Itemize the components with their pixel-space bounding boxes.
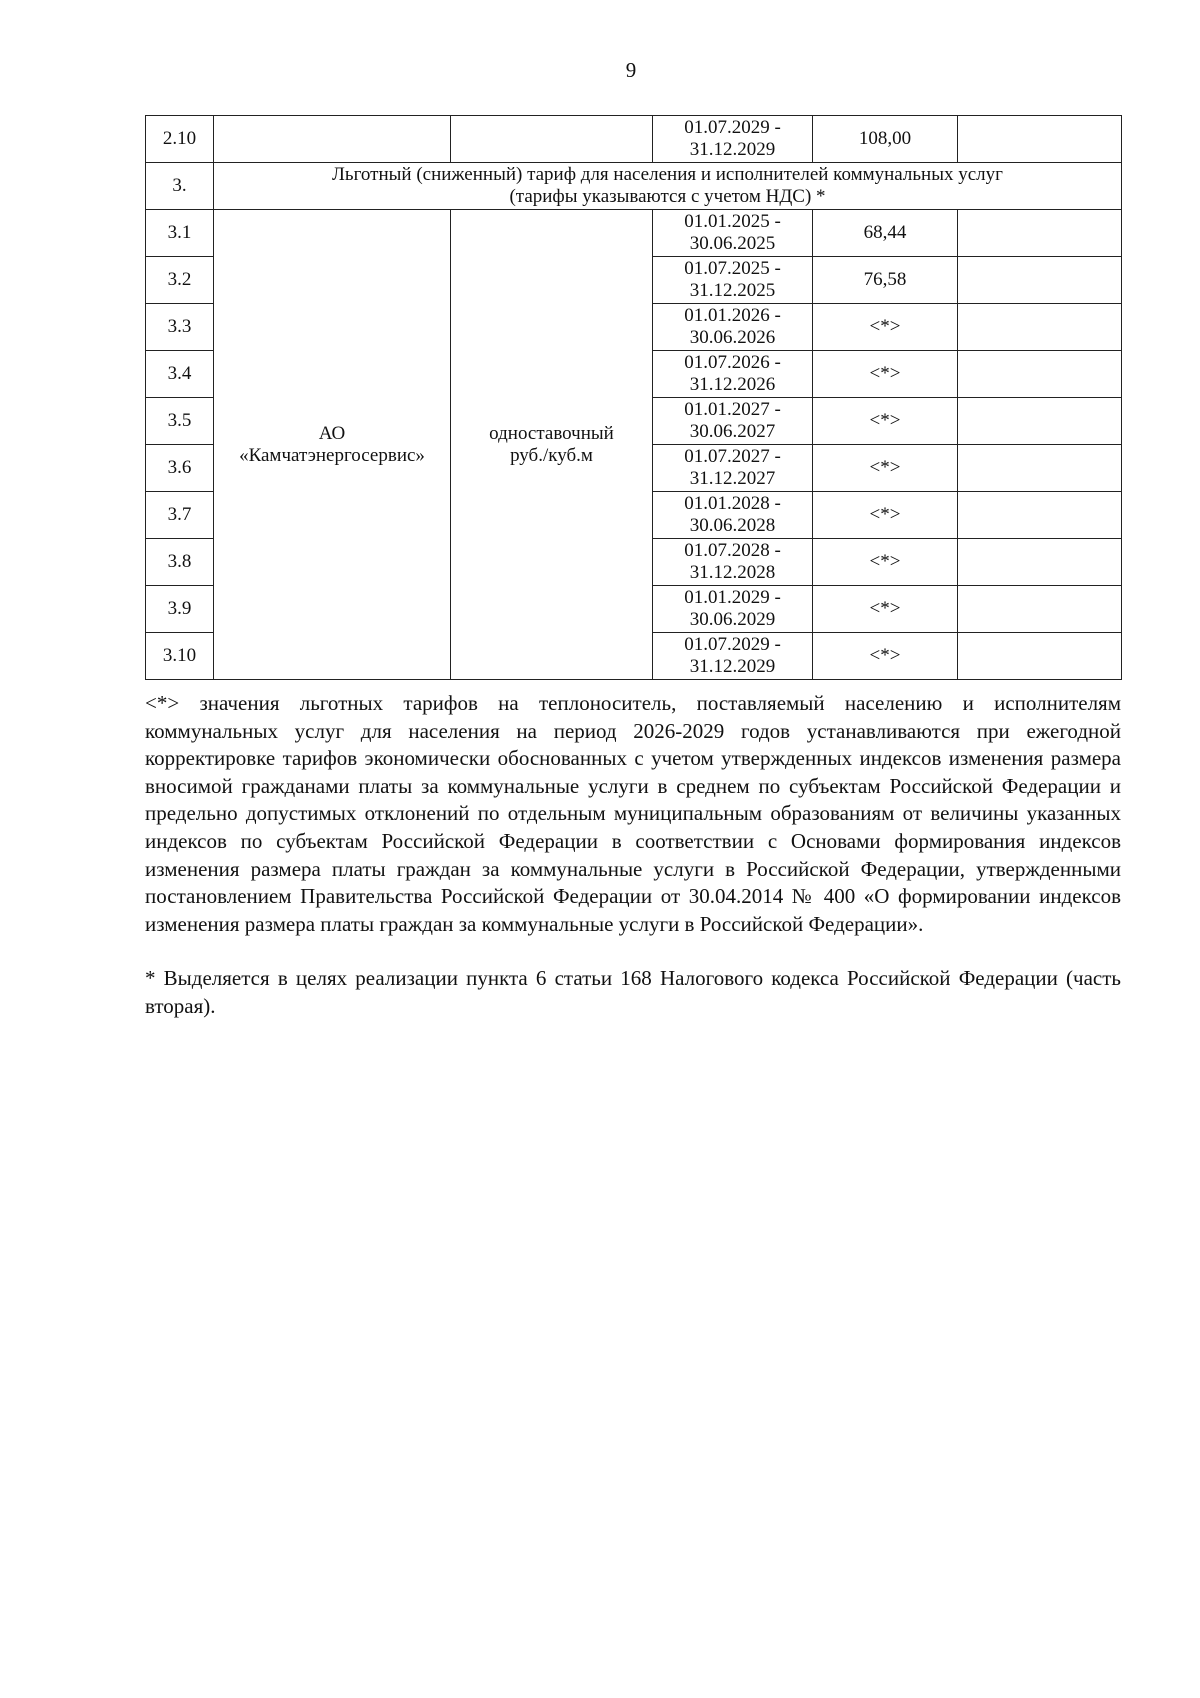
period-cell — [653, 304, 813, 351]
extra-cell — [958, 539, 1122, 586]
row-number: 3.6 — [146, 445, 214, 492]
row-number: 3.10 — [146, 633, 214, 680]
unit-cell — [451, 116, 653, 163]
period-end: 30.06.2025 — [689, 233, 776, 254]
extra-cell — [958, 304, 1122, 351]
period-start: 01.07.2025 - — [684, 258, 781, 279]
tariff-value: <*> — [813, 586, 958, 633]
footnote-angle-star: <*> значения льготных тарифов на теплоноситель, поставляемый населению и исполнителям коммунальных услуг для населения на период 2026-2029 годов устанавливаются при ежегодной корректировке тарифов экономически обоснованных с учетом утвержденных индексов изменения размера вносимой гражданами платы за коммунальные услуги в среднем по субъектам Российской Федерации и предельно допустимых отклонений по отдельным муниципальным образованиям от величины указанных индексов по субъектам Российской Федерации в соответствии с Основами формирования индексов изменения размера платы граждан за коммунальные услуги в Российской Федерации, утвержденными постановлением Правительства Российской Федерации от 30.04.2014 № 400 «О формировании индексов изменения размера платы граждан за коммунальные услуги в Российской Федерации». — [145, 691, 1121, 936]
period-cell — [653, 492, 813, 539]
row-number: 3.4 — [146, 351, 214, 398]
extra-cell — [958, 351, 1122, 398]
period-cell — [653, 586, 813, 633]
period-start: 01.07.2028 - — [684, 540, 781, 561]
row-number: 3.5 — [146, 398, 214, 445]
row-number: 3.2 — [146, 257, 214, 304]
table-row — [146, 210, 1122, 257]
organization-cell — [214, 210, 451, 680]
extra-cell — [958, 398, 1122, 445]
tariff-value: <*> — [813, 445, 958, 492]
period-cell — [653, 633, 813, 680]
organization-line: «Камчатэнергосервис» — [239, 444, 425, 466]
row-number: 3.1 — [146, 210, 214, 257]
period-start: 01.01.2028 - — [684, 493, 781, 514]
unit-line: руб./куб.м — [510, 444, 593, 466]
period-cell — [653, 257, 813, 304]
extra-cell — [958, 445, 1122, 492]
extra-cell — [958, 586, 1122, 633]
period-cell — [653, 116, 813, 163]
period-start: 01.07.2029 - — [684, 634, 781, 655]
period-end: 30.06.2028 — [689, 515, 776, 536]
period-end: 30.06.2026 — [689, 327, 776, 348]
row-number: 3.3 — [146, 304, 214, 351]
row-number: 3.7 — [146, 492, 214, 539]
period-end: 30.06.2027 — [689, 421, 776, 442]
row-number: 3.9 — [146, 586, 214, 633]
tariff-value: 68,44 — [813, 210, 958, 257]
extra-cell — [958, 210, 1122, 257]
extra-cell — [958, 257, 1122, 304]
row-number: 2.10 — [146, 116, 214, 163]
period-end: 31.12.2029 — [689, 656, 776, 677]
period-start: 01.01.2025 - — [684, 211, 781, 232]
section-title — [214, 163, 1122, 210]
unit-cell — [451, 210, 653, 680]
page-number: 9 — [625, 58, 637, 82]
period-end: 31.12.2027 — [689, 468, 776, 489]
period-end: 31.12.2029 — [689, 139, 776, 160]
period-end: 30.06.2029 — [689, 609, 776, 630]
period-start: 01.07.2029 - — [684, 117, 781, 138]
tariff-value: <*> — [813, 351, 958, 398]
period-start: 01.01.2029 - — [684, 587, 781, 608]
period-start: 01.01.2026 - — [684, 305, 781, 326]
period-cell — [653, 351, 813, 398]
tariff-value: 108,00 — [813, 116, 958, 163]
section-header-row — [146, 163, 1122, 210]
tariff-value: 76,58 — [813, 257, 958, 304]
period-cell — [653, 210, 813, 257]
period-end: 31.12.2028 — [689, 562, 776, 583]
footnote-star: * Выделяется в целях реализации пункта 6 статьи 168 Налогового кодекса Российской Федерации (часть вторая). — [145, 966, 1121, 1018]
period-start: 01.07.2026 - — [684, 352, 781, 373]
period-cell — [653, 398, 813, 445]
organization-cell — [214, 116, 451, 163]
extra-cell — [958, 492, 1122, 539]
tariff-value: <*> — [813, 633, 958, 680]
period-cell — [653, 445, 813, 492]
period-start: 01.07.2027 - — [684, 446, 781, 467]
table-row — [146, 116, 1122, 163]
extra-cell — [958, 116, 1122, 163]
section-title-line: (тарифы указываются с учетом НДС) * — [509, 186, 826, 207]
footnotes — [145, 690, 1121, 1021]
extra-cell — [958, 633, 1122, 680]
period-end: 31.12.2025 — [689, 280, 776, 301]
row-number: 3.8 — [146, 539, 214, 586]
unit-line: одноставочный — [489, 422, 614, 444]
section-title-line: Льготный (сниженный) тариф для населения и исполнителей коммунальных услуг — [332, 164, 1003, 185]
tariff-value: <*> — [813, 398, 958, 445]
organization-line: АО — [318, 422, 346, 444]
tariff-table — [145, 115, 1122, 680]
section-number: 3. — [146, 163, 214, 210]
tariff-value: <*> — [813, 492, 958, 539]
period-cell — [653, 539, 813, 586]
tariff-value: <*> — [813, 539, 958, 586]
period-end: 31.12.2026 — [689, 374, 776, 395]
period-start: 01.01.2027 - — [684, 399, 781, 420]
tariff-value: <*> — [813, 304, 958, 351]
